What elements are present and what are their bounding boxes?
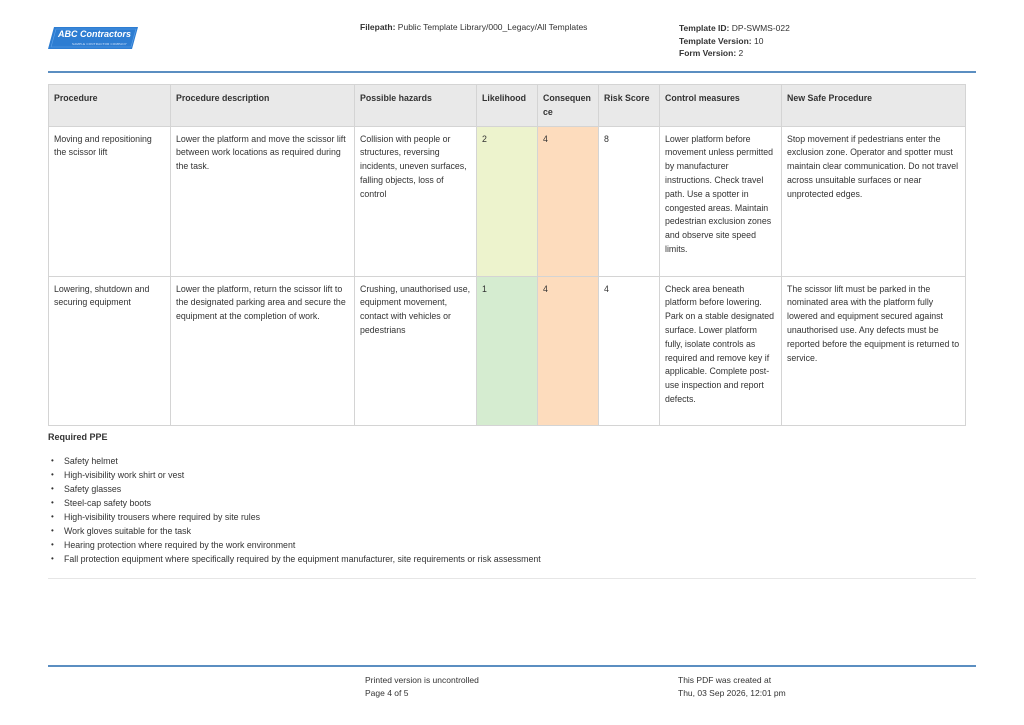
- filepath-value: Public Template Library/000_Legacy/All Templates: [397, 22, 588, 32]
- logo-text: ABC Contractors: [58, 29, 132, 39]
- list-item: • Safety glasses: [48, 482, 541, 496]
- cell-new-procedure: Stop movement if pedestrians enter the exclusion zone. Operator and spotter must maintain clear communication. Do not travel across unsuitable surfaces or near unprotected edges.: [782, 126, 966, 276]
- list-item: • Steel-cap safety boots: [48, 496, 541, 510]
- header-divider: [48, 71, 976, 73]
- cell-likelihood: 2: [477, 126, 538, 276]
- section-divider: [48, 578, 976, 579]
- company-logo: [48, 27, 138, 51]
- form-version-line: [679, 47, 790, 60]
- footer-right: [678, 674, 786, 700]
- template-id-value: DP-SWMS-022: [731, 23, 790, 33]
- header-likelihood: Likelihood: [477, 85, 538, 127]
- footer-left: [365, 674, 479, 700]
- cell-hazards: Collision with people or structures, reversing incidents, uneven surfaces, falling objects, loss of control: [355, 126, 477, 276]
- cell-controls: Check area beneath platform before lowering. Park on a stable designated surface. Lower platform fully, isolate controls as required and remove key if applicable. Complete post-use inspection and report defects.: [660, 276, 782, 425]
- cell-consequence: 4: [538, 276, 599, 425]
- cell-consequence: 4: [538, 126, 599, 276]
- header-procedure: Procedure: [49, 85, 171, 127]
- page-number: Page 4 of 5: [365, 688, 409, 698]
- template-id-line: [679, 22, 790, 35]
- list-item: • Work gloves suitable for the task: [48, 524, 541, 538]
- table-row: [49, 276, 966, 425]
- cell-procedure: Lowering, shutdown and securing equipment: [49, 276, 171, 425]
- template-version-line: [679, 35, 790, 48]
- header-consequence: Consequence: [538, 85, 599, 127]
- table-header-row: [49, 85, 966, 127]
- form-version-label: Form Version:: [679, 48, 737, 58]
- swms-table: [48, 84, 966, 426]
- cell-controls: Lower platform before movement unless permitted by manufacturer instructions. Check travel path. Use a spotter in congested areas. Maintain pedestrian exclusion zones and observe site speed limits.: [660, 126, 782, 276]
- header-risk-score: Risk Score: [599, 85, 660, 127]
- cell-description: Lower the platform and move the scissor lift between work locations as required during the task.: [171, 126, 355, 276]
- cell-procedure: Moving and repositioning the scissor lift: [49, 126, 171, 276]
- header-possible-hazards: Possible hazards: [355, 85, 477, 127]
- template-meta: [679, 22, 790, 60]
- list-item: • High-visibility work shirt or vest: [48, 468, 541, 482]
- filepath: [360, 22, 587, 32]
- form-version-value: 2: [738, 48, 744, 58]
- template-id-label: Template ID:: [679, 23, 730, 33]
- list-item: • Hearing protection where required by the work environment: [48, 538, 541, 552]
- created-label: This PDF was created at: [678, 675, 772, 685]
- cell-new-procedure: The scissor lift must be parked in the nominated area with the platform fully lowered and equipment secured against unauthorised use. Any defects must be reported before the equipment is returned to service.: [782, 276, 966, 425]
- uncontrolled-notice: Printed version is uncontrolled: [365, 675, 479, 685]
- template-version-value: 10: [753, 35, 764, 46]
- header-control-measures: Control measures: [660, 85, 782, 127]
- list-item: • High-visibility trousers where required by site rules: [48, 510, 541, 524]
- cell-risk-score: 8: [599, 126, 660, 276]
- list-item: • Fall protection equipment where specifically required by the equipment manufacturer, site requirements or risk assessment: [48, 552, 541, 566]
- header-new-safe-procedure: New Safe Procedure: [782, 85, 966, 127]
- footer-divider: [48, 665, 976, 667]
- cell-description: Lower the platform, return the scissor lift to the designated parking area and secure the equipment at the completion of work.: [171, 276, 355, 425]
- filepath-label: Filepath:: [360, 22, 396, 32]
- ppe-title: Required PPE: [48, 432, 108, 442]
- header-procedure-description: Procedure description: [171, 85, 355, 127]
- ppe-list: [48, 454, 541, 566]
- list-item: • Safety helmet: [48, 454, 541, 468]
- template-version-label: Template Version:: [679, 35, 752, 46]
- cell-hazards: Crushing, unauthorised use, equipment movement, contact with vehicles or pedestrians: [355, 276, 477, 425]
- logo-subtext: SAMPLE CONTRACTOR COMPANY: [72, 42, 127, 46]
- table-row: [49, 126, 966, 276]
- created-timestamp: Thu, 03 Sep 2026, 12:01 pm: [678, 688, 786, 698]
- cell-risk-score: 4: [599, 276, 660, 425]
- cell-likelihood: 1: [477, 276, 538, 425]
